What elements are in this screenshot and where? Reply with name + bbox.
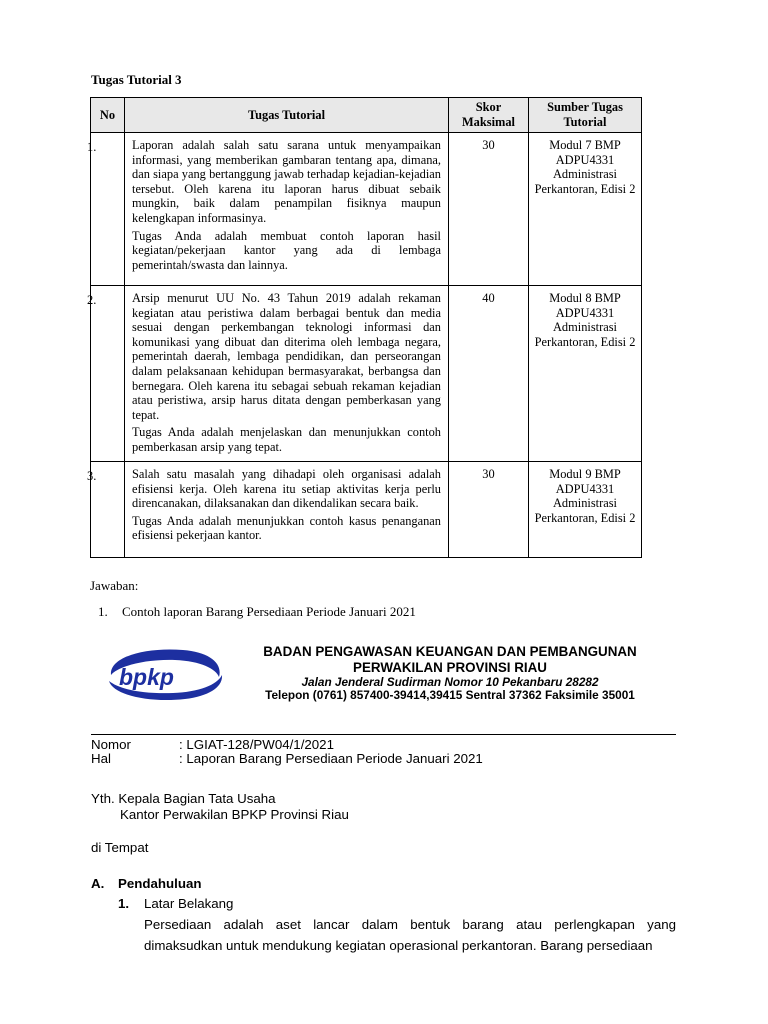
- section-a-number: A.: [91, 876, 105, 891]
- org-name: BADAN PENGAWASAN KEUANGAN DAN PEMBANGUNAN: [263, 644, 637, 659]
- task-paragraph: Laporan adalah salah satu sarana untuk menyampaikan informasi, yang memberikan gambaran tentang apa, dimana, dan siapa yang bertanggung jawab terhadap kejadian-kejadian tersebut. Oleh karena itu laporan harus dibuat sebaik mungkin, baik dalam penampilan fisiknya maupun kelengkapan informasinya.: [132, 138, 441, 225]
- row-source: Modul 8 BMP ADPU4331 Administrasi Perkantoran, Edisi 2: [529, 286, 642, 462]
- subsection-1-title: Latar Belakang: [144, 896, 234, 911]
- hal-value: : Laporan Barang Persediaan Periode Januari 2021: [179, 751, 483, 766]
- table-header-row: [91, 98, 642, 133]
- row-number: 1.: [87, 140, 97, 154]
- subsection-1-number: 1.: [118, 896, 130, 911]
- task-paragraph: Tugas Anda adalah menjelaskan dan menunjukkan contoh pemberkasan arsip yang tepat.: [132, 425, 441, 454]
- task-paragraph: Tugas Anda adalah membuat contoh laporan hasil kegiatan/pekerjaan kantor yang ada di lembaga pemerintah/swasta dan lainnya.: [132, 228, 441, 272]
- place-line: di Tempat: [91, 840, 149, 855]
- bpkp-logo: [105, 645, 225, 703]
- nomor-value: : LGIAT-128/PW04/1/2021: [179, 737, 334, 752]
- document-title: Tugas Tutorial 3: [91, 72, 182, 87]
- row-score: 40: [449, 286, 529, 462]
- row-number-cell: [87, 133, 125, 286]
- table-row: [91, 286, 642, 462]
- task-paragraph: Tugas Anda adalah menunjukkan contoh kasus penanganan efisiensi pekerjaan kantor.: [132, 513, 441, 543]
- task-paragraph: Arsip menurut UU No. 43 Tahun 2019 adalah rekaman kegiatan atau peristiwa dalam berbagai bentuk dan media sesuai dengan perkembangan teknologi informasi dan komunikasi yang dibuat dan diterima oleh lembaga negara, pemerintah daerah, lembaga pendidikan, dan perseorangan dalam pelaksanaan kehidupan bermasyarakat, berbangsa dan bernegara. Oleh karena itu sebagai sebuah rekaman kejadian atau peristiwa, arsip harus ditata dengan pemberkasan yang tepat.: [132, 291, 441, 422]
- answer-item-text: Contoh laporan Barang Persediaan Periode Januari 2021: [122, 604, 416, 619]
- task-paragraph: Salah satu masalah yang dihadapi oleh organisasi adalah efisiensi kerja. Oleh karena itu setiap aktivitas kerja perlu direncanakan, dilaksanakan dan dikendalikan secara baik.: [132, 467, 441, 511]
- org-phone: Telepon (0761) 857400-39414,39415 Sentral 37362 Faksimile 35001: [265, 688, 635, 702]
- row-number: 2.: [87, 293, 97, 307]
- row-source: Modul 9 BMP ADPU4331 Administrasi Perkantoran, Edisi 2: [529, 462, 642, 558]
- answer-label: Jawaban:: [90, 578, 139, 593]
- letterhead-divider: [91, 734, 676, 735]
- table-row: [91, 462, 642, 558]
- tutorial-table: [87, 97, 642, 558]
- row-number: 3.: [87, 469, 97, 483]
- header-no: No: [91, 98, 125, 133]
- logo-text: bpkp: [119, 664, 174, 690]
- org-address: Jalan Jenderal Sudirman Nomor 10 Pekanbaru 28282: [301, 675, 599, 689]
- row-score: 30: [449, 133, 529, 286]
- row-source: Modul 7 BMP ADPU4331 Administrasi Perkantoran, Edisi 2: [529, 133, 642, 286]
- org-branch: PERWAKILAN PROVINSI RIAU: [353, 660, 547, 675]
- hal-label: Hal: [91, 751, 111, 766]
- row-task-cell: [125, 286, 449, 462]
- header-score: Skor Maksimal: [449, 98, 529, 133]
- row-number-cell: [87, 286, 125, 462]
- header-task: Tugas Tutorial: [125, 98, 449, 133]
- row-task-cell: [125, 133, 449, 286]
- row-score: 30: [449, 462, 529, 558]
- row-task-cell: [125, 462, 449, 558]
- answer-item-number: 1.: [98, 604, 108, 619]
- nomor-label: Nomor: [91, 737, 131, 752]
- recipient-line-2: Kantor Perwakilan BPKP Provinsi Riau: [120, 807, 349, 822]
- table-row: [91, 133, 642, 286]
- header-source: Sumber Tugas Tutorial: [529, 98, 642, 133]
- section-a-title: Pendahuluan: [118, 876, 202, 891]
- row-number-cell: [87, 462, 125, 558]
- recipient-line-1: Yth. Kepala Bagian Tata Usaha: [91, 791, 276, 806]
- paragraph-1: Persediaan adalah aset lancar dalam bentuk barang atau perlengkapan yang dimaksudkan untuk mendukung kegiatan operasional perkantoran. Barang persediaan: [144, 917, 676, 953]
